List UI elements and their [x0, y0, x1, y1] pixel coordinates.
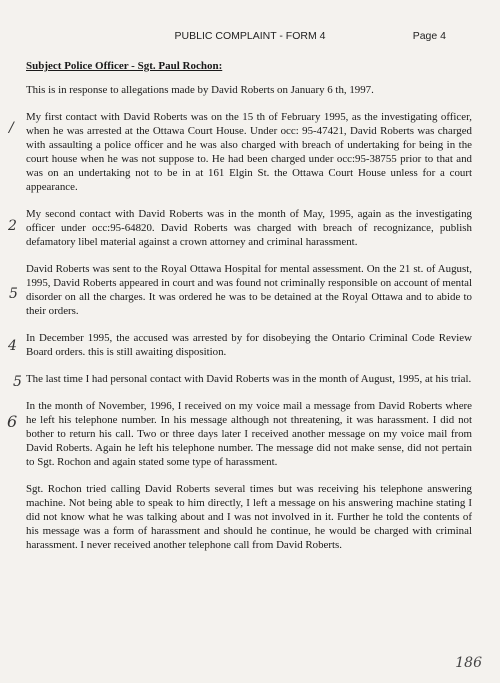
paragraph-8: Sgt. Rochon tried calling David Roberts several times but was receiving his telephone answering machine. Not being able to speak to him directly, I left a message on his answering machine stating I did not know what he was talking about and I was not involved in it. Further he told the contents of his message was a form of harassment and should he continue, he would be charged with criminal harassment. I never received another telephone call from David Roberts.	[26, 483, 472, 551]
page-number: Page 4	[412, 30, 446, 42]
margin-mark-4: 4	[8, 338, 17, 354]
margin-mark-6: 6	[7, 412, 18, 431]
paragraph-3: My second contact with David Roberts was in the month of May, 1995, again as the investigating officer under occ:95-64820. David Roberts was charged with breach of recognizance, publish defamatory libel material against a crown attorney and criminal harassment.	[26, 208, 472, 248]
margin-mark-1: /	[9, 120, 14, 136]
paragraph-7: In the month of November, 1996, I received on my voice mail a message from David Roberts where he left his telephone number. In his message although not threatening, it was harassment. I did not bother to return his call. Two or three days later I received another message on my voice mail from David Roberts. Again he left his telephone number. The message did not make sense, did not pertain to Sgt. Rochon and again stated some type of harassment.	[26, 400, 472, 468]
paragraph-6: The last time I had personal contact with David Roberts was in the month of August, 1995, at his trial.	[26, 373, 472, 385]
margin-mark-5: 5	[13, 374, 22, 390]
subject-heading: Subject Police Officer - Sgt. Paul Rochon:	[26, 60, 223, 72]
paragraph-4: David Roberts was sent to the Royal Ottawa Hospital for mental assessment. On the 21 st. of August, 1995, David Roberts appeared in court and was found not criminally responsible on account of mental disorder on all the charges. It was ordered he was to be detained at the Royal Ottawa and to abide to their orders.	[26, 263, 472, 317]
margin-mark-2: 2	[8, 218, 17, 234]
paragraph-1: This is in response to allegations made by David Roberts on January 6 th, 1997.	[26, 84, 374, 96]
form-title: PUBLIC COMPLAINT - FORM 4	[174, 30, 326, 42]
margin-mark-3: 5	[9, 286, 18, 302]
document-body	[26, 83, 472, 565]
paragraph-5: In December 1995, the accused was arrested by for disobeying the Ontario Criminal Code Review Board orders. this is still awaiting disposition.	[26, 332, 472, 358]
paragraph-2: My first contact with David Roberts was on the 15 th of February 1995, as the investigating officer, when he was arrested at the Ottawa Court House. Under occ: 95-47421, David Roberts was charged with assaulting a police officer and he was also charged with breach of undertaking for being in the court house when he was not suppose to. He had been charged under occ:95-38755 prior to that and was on an undertaking not to be in at 161 Elgin St. the Ottawa Court House unless for a court appearance.	[26, 111, 472, 193]
handwritten-page-mark: 186	[455, 655, 482, 671]
